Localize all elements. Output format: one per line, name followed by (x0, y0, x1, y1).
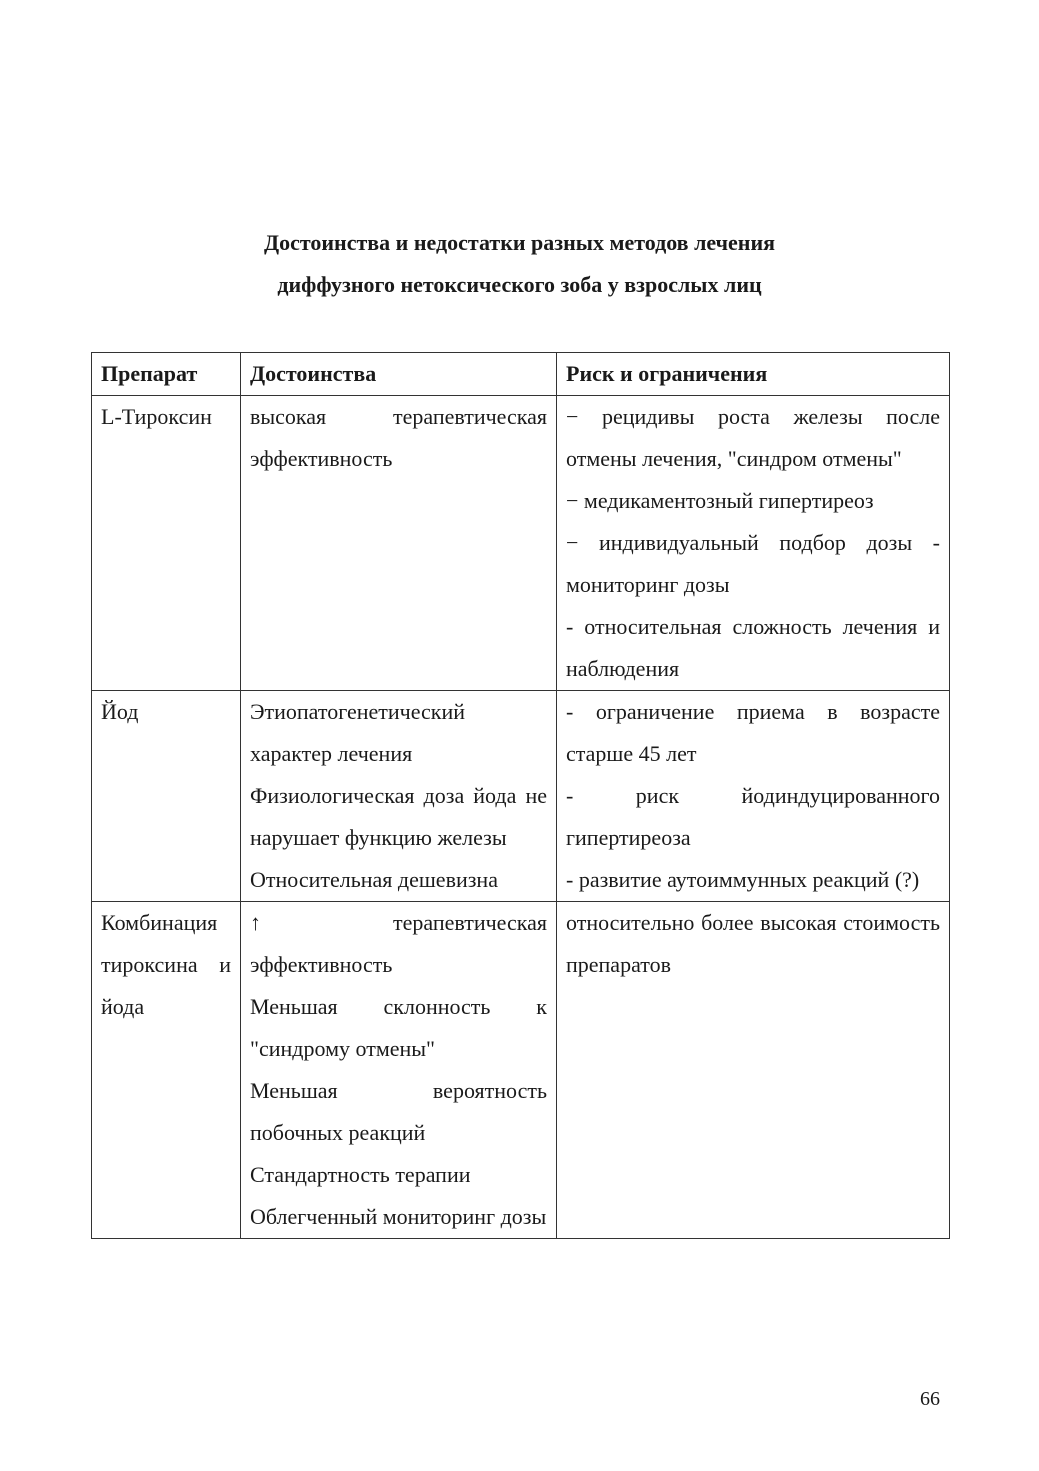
advantage-item: Стандартность терапии (250, 1162, 471, 1187)
risk-item: − медикаментозный гипертиреоз (566, 488, 874, 513)
advantage-item: Физиологическая доза йода не нарушает функцию железы (250, 783, 547, 850)
risk-item: - относительная сложность лечения и наблюдения (566, 614, 940, 681)
cell-drug (92, 902, 241, 1239)
advantage-item: Относительная дешевизна (250, 867, 498, 892)
cell-risks (557, 691, 950, 902)
advantage-item: Облегченный мониторинг дозы (250, 1204, 547, 1229)
table-row (92, 902, 950, 1239)
advantage-item: Меньшая склонность к "синдрому отмены" (250, 994, 547, 1061)
drug-name: Комбинация тироксина и йода (101, 910, 231, 1019)
advantage-item: ↑ терапевтическая эффективность (250, 910, 547, 977)
drug-name: Йод (101, 699, 139, 724)
table-header-row (92, 353, 950, 396)
cell-advantages (241, 691, 557, 902)
header-drug: Препарат (92, 353, 241, 396)
advantage-item: высокая терапевтическая эффективность (250, 404, 547, 471)
table-title (0, 222, 1039, 306)
risk-item: относительно более высокая стоимость препаратов (566, 910, 940, 977)
cell-risks (557, 902, 950, 1239)
risk-item: − рецидивы роста железы после отмены лечения, "синдром отмены" (566, 404, 940, 471)
page-number: 66 (920, 1388, 940, 1410)
drug-name: L-Тироксин (101, 404, 212, 429)
table-row (92, 691, 950, 902)
cell-advantages (241, 396, 557, 691)
cell-advantages (241, 902, 557, 1239)
risk-item: - ограничение приема в возрасте старше 45 лет (566, 699, 940, 766)
risk-item: - развитие аутоиммунных реакций (?) (566, 867, 920, 892)
risk-item: - риск йодиндуцированного гипертиреоза (566, 783, 940, 850)
cell-drug (92, 396, 241, 691)
header-advantages: Достоинства (241, 353, 557, 396)
title-line-1: Достоинства и недостатки разных методов лечения (263, 230, 776, 255)
comparison-table (91, 352, 950, 1239)
cell-risks (557, 396, 950, 691)
title-line-2: диффузного нетоксического зоба у взрослых лиц (277, 272, 762, 297)
header-risks: Риск и ограничения (557, 353, 950, 396)
advantage-item: Этиопатогенетический характер лечения (250, 699, 466, 766)
risk-item: − индивидуальный подбор дозы - мониторинг дозы (566, 530, 940, 597)
table-row (92, 396, 950, 691)
cell-drug (92, 691, 241, 902)
advantage-item: Меньшая вероятность побочных реакций (250, 1078, 547, 1145)
